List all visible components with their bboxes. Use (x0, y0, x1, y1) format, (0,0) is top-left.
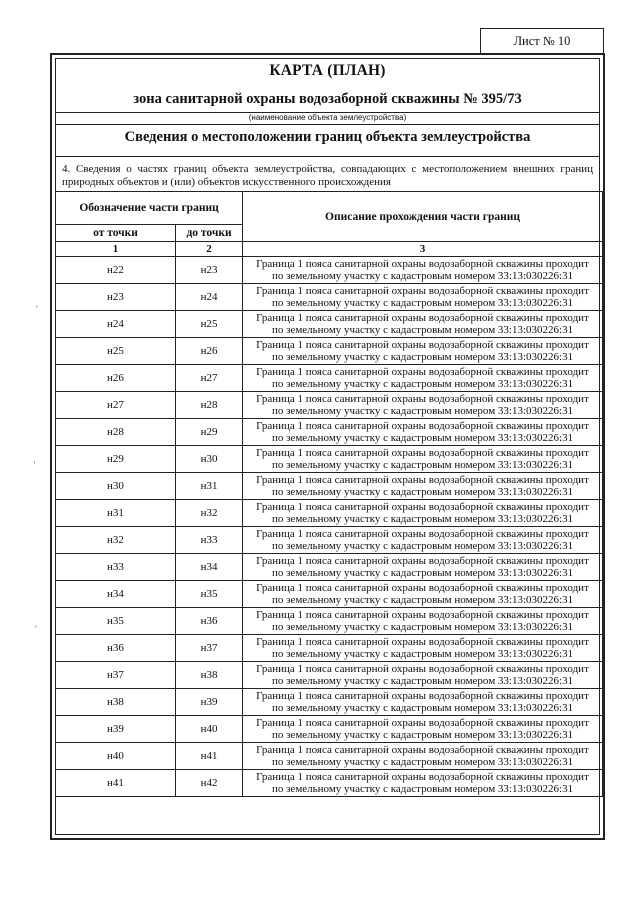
description-line: по земельному участку с кадастровым номером 33:13:030226:31 (271, 324, 574, 336)
description-line: по земельному участку с кадастровым номером 33:13:030226:31 (271, 783, 574, 795)
description-line: Граница 1 пояса санитарной охраны водозаборной скважины проходит (256, 770, 589, 783)
description-line: по земельному участку с кадастровым номером 33:13:030226:31 (271, 297, 574, 309)
to-point: н37 (176, 635, 243, 662)
boundary-description (243, 473, 603, 500)
description-line: Граница 1 пояса санитарной охраны водозаборной скважины проходит (256, 419, 589, 432)
document-subtitle: зона санитарной охраны водозаборной скважины № 395/73 (133, 91, 522, 107)
table-row (56, 770, 603, 797)
description-line: по земельному участку с кадастровым номером 33:13:030226:31 (271, 540, 574, 552)
description-line: по земельному участку с кадастровым номером 33:13:030226:31 (271, 459, 574, 471)
boundary-description (243, 392, 603, 419)
from-point: н28 (56, 419, 176, 446)
to-point: н41 (176, 743, 243, 770)
boundary-description (243, 446, 603, 473)
table-row (56, 662, 603, 689)
margin-mark: ˊ (34, 306, 39, 316)
table-row (56, 473, 603, 500)
table-row (56, 365, 603, 392)
section-note: 4. Сведения о частях границ объекта землеустройства, совпадающих с местоположением внешних границ природных объектов и (или) объектов искусственного происхождения (62, 163, 593, 188)
to-point: н30 (176, 446, 243, 473)
from-point: н26 (56, 365, 176, 392)
from-point: н23 (56, 284, 176, 311)
description-line: по земельному участку с кадастровым номером 33:13:030226:31 (271, 351, 574, 363)
table-row (56, 581, 603, 608)
to-point: н28 (176, 392, 243, 419)
document-inner-frame (55, 58, 600, 835)
description-line: по земельному участку с кадастровым номером 33:13:030226:31 (271, 432, 574, 444)
description-line: Граница 1 пояса санитарной охраны водозаборной скважины проходит (256, 473, 589, 486)
section-title: Сведения о местоположении границ объекта землеустройства (124, 129, 531, 145)
subtitle-hint: (наименование объекта землеустройства) (248, 113, 407, 122)
to-point: н38 (176, 662, 243, 689)
description-line: по земельному участку с кадастровым номером 33:13:030226:31 (271, 702, 574, 714)
sheet-number-label: Лист № 10 (513, 33, 571, 48)
table-row (56, 419, 603, 446)
description-line: Граница 1 пояса санитарной охраны водозаборной скважины проходит (256, 284, 589, 297)
from-point: н27 (56, 392, 176, 419)
from-point: н39 (56, 716, 176, 743)
description-line: по земельному участку с кадастровым номером 33:13:030226:31 (271, 594, 574, 606)
from-point: н35 (56, 608, 176, 635)
document-title: КАРТА (ПЛАН) (269, 62, 386, 79)
boundary-description (243, 338, 603, 365)
from-point: н22 (56, 257, 176, 284)
document-frame (50, 53, 605, 840)
table-row (56, 257, 603, 284)
boundary-description (243, 554, 603, 581)
description-line: по земельному участку с кадастровым номером 33:13:030226:31 (271, 378, 574, 390)
column-number: 3 (243, 242, 603, 257)
boundary-description (243, 716, 603, 743)
to-point: н34 (176, 554, 243, 581)
description-line: Граница 1 пояса санитарной охраны водозаборной скважины проходит (256, 635, 589, 648)
description-line: Граница 1 пояса санитарной охраны водозаборной скважины проходит (256, 743, 589, 756)
boundary-description (243, 662, 603, 689)
table-row (56, 527, 603, 554)
table-row (56, 689, 603, 716)
table-row (56, 716, 603, 743)
to-point: н39 (176, 689, 243, 716)
to-point: н29 (176, 419, 243, 446)
description-line: Граница 1 пояса санитарной охраны водозаборной скважины проходит (256, 554, 589, 567)
column-number: 2 (176, 242, 243, 257)
table-row (56, 392, 603, 419)
from-point: н30 (56, 473, 176, 500)
description-line: по земельному участку с кадастровым номером 33:13:030226:31 (271, 675, 574, 687)
boundary-description (243, 689, 603, 716)
to-point: н26 (176, 338, 243, 365)
table-row (56, 635, 603, 662)
header-description: Описание прохождения части границ (243, 192, 603, 242)
from-point: н38 (56, 689, 176, 716)
description-line: Граница 1 пояса санитарной охраны водозаборной скважины проходит (256, 527, 589, 540)
to-point: н27 (176, 365, 243, 392)
to-point: н36 (176, 608, 243, 635)
description-line: Граница 1 пояса санитарной охраны водозаборной скважины проходит (256, 689, 589, 702)
from-point: н25 (56, 338, 176, 365)
margin-mark: ˌ (33, 455, 36, 465)
divider (56, 124, 599, 125)
boundary-description (243, 311, 603, 338)
description-line: по земельному участку с кадастровым номером 33:13:030226:31 (271, 621, 574, 633)
boundary-description (243, 419, 603, 446)
description-line: Граница 1 пояса санитарной охраны водозаборной скважины проходит (256, 365, 589, 378)
table-row (56, 608, 603, 635)
table-row (56, 338, 603, 365)
description-line: Граница 1 пояса санитарной охраны водозаборной скважины проходит (256, 716, 589, 729)
description-line: по земельному участку с кадастровым номером 33:13:030226:31 (271, 729, 574, 741)
from-point: н24 (56, 311, 176, 338)
boundary-description (243, 581, 603, 608)
description-line: Граница 1 пояса санитарной охраны водозаборной скважины проходит (256, 446, 589, 459)
boundary-description (243, 257, 603, 284)
to-point: н40 (176, 716, 243, 743)
to-point: н24 (176, 284, 243, 311)
description-line: по земельному участку с кадастровым номером 33:13:030226:31 (271, 486, 574, 498)
table-row (56, 446, 603, 473)
boundary-description (243, 284, 603, 311)
from-point: н32 (56, 527, 176, 554)
to-point: н31 (176, 473, 243, 500)
description-line: по земельному участку с кадастровым номером 33:13:030226:31 (271, 270, 574, 282)
description-line: Граница 1 пояса санитарной охраны водозаборной скважины проходит (256, 608, 589, 621)
description-line: Граница 1 пояса санитарной охраны водозаборной скважины проходит (256, 338, 589, 351)
boundary-description (243, 743, 603, 770)
margin-mark: ˊ (33, 626, 38, 636)
column-number: 1 (56, 242, 176, 257)
boundary-description (243, 500, 603, 527)
description-line: по земельному участку с кадастровым номером 33:13:030226:31 (271, 513, 574, 525)
to-point: н35 (176, 581, 243, 608)
from-point: н33 (56, 554, 176, 581)
boundary-description (243, 635, 603, 662)
description-line: по земельному участку с кадастровым номером 33:13:030226:31 (271, 648, 574, 660)
sheet-number-box (480, 28, 604, 53)
table-row (56, 284, 603, 311)
from-point: н29 (56, 446, 176, 473)
description-line: Граница 1 пояса санитарной охраны водозаборной скважины проходит (256, 500, 589, 513)
description-line: по земельному участку с кадастровым номером 33:13:030226:31 (271, 567, 574, 579)
description-line: по земельному участку с кадастровым номером 33:13:030226:31 (271, 756, 574, 768)
description-line: Граница 1 пояса санитарной охраны водозаборной скважины проходит (256, 581, 589, 594)
to-point: н23 (176, 257, 243, 284)
to-point: н32 (176, 500, 243, 527)
from-point: н41 (56, 770, 176, 797)
from-point: н40 (56, 743, 176, 770)
boundary-description (243, 770, 603, 797)
to-point: н42 (176, 770, 243, 797)
from-point: н36 (56, 635, 176, 662)
from-point: н37 (56, 662, 176, 689)
table-row (56, 743, 603, 770)
header-from-point: от точки (56, 225, 176, 242)
boundary-description (243, 527, 603, 554)
boundary-description (243, 608, 603, 635)
boundary-description (243, 365, 603, 392)
table-row (56, 500, 603, 527)
description-line: Граница 1 пояса санитарной охраны водозаборной скважины проходит (256, 662, 589, 675)
to-point: н33 (176, 527, 243, 554)
header-to-point: до точки (176, 225, 243, 242)
header-boundary-designation: Обозначение части границ (56, 192, 243, 225)
divider (56, 156, 599, 157)
from-point: н31 (56, 500, 176, 527)
from-point: н34 (56, 581, 176, 608)
table-body (56, 257, 603, 797)
description-line: Граница 1 пояса санитарной охраны водозаборной скважины проходит (256, 392, 589, 405)
description-line: по земельному участку с кадастровым номером 33:13:030226:31 (271, 405, 574, 417)
description-line: Граница 1 пояса санитарной охраны водозаборной скважины проходит (256, 311, 589, 324)
description-line: Граница 1 пояса санитарной охраны водозаборной скважины проходит (256, 257, 589, 270)
table-row (56, 311, 603, 338)
table-row (56, 554, 603, 581)
boundary-parts-table (55, 191, 603, 797)
to-point: н25 (176, 311, 243, 338)
